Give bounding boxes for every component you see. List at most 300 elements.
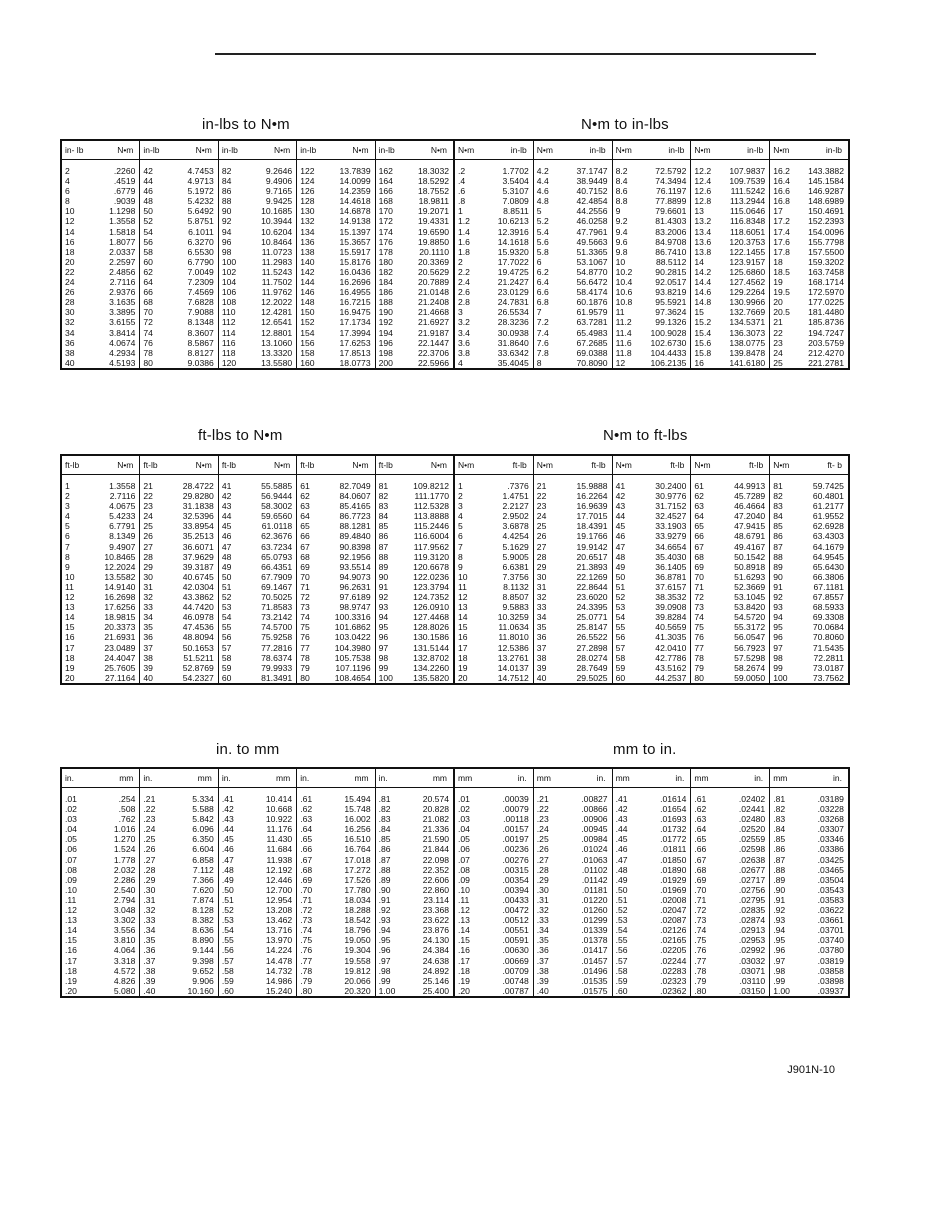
cell-converted-value: 45.7289 (734, 491, 766, 502)
table-row (376, 966, 453, 976)
cell-converted-value: 123.9157 (729, 256, 766, 267)
cell-converted-value: 24.384 (422, 945, 450, 956)
cell-converted-value: 44.2537 (655, 672, 687, 683)
cell-input-value: 84 (773, 511, 783, 522)
table-row (770, 511, 848, 521)
table-row (297, 794, 374, 804)
cell-converted-value: .03740 (817, 935, 844, 946)
cell-input-value: 11.2 (615, 317, 632, 328)
cell-converted-value: .01693 (660, 814, 687, 825)
table-row (455, 572, 533, 582)
table-row (770, 328, 848, 338)
cell-input-value: 3.2 (458, 317, 470, 328)
cell-input-value: 80 (143, 357, 153, 368)
cell-input-value: .29 (143, 874, 156, 885)
table-row (140, 338, 217, 348)
cell-converted-value: 17.3994 (339, 327, 371, 338)
table-row (219, 986, 296, 996)
cell-converted-value: 13.716 (265, 925, 293, 936)
table-row (691, 297, 769, 307)
table-rows (613, 788, 691, 996)
cell-converted-value: .03228 (817, 804, 844, 815)
cell-converted-value: 20.320 (344, 985, 371, 996)
cell-converted-value: 4.0675 (109, 501, 136, 512)
cell-converted-value: 42.7786 (655, 652, 687, 663)
cell-converted-value: 10.3259 (497, 612, 529, 623)
table-row (691, 673, 769, 683)
table-row (534, 632, 612, 642)
cell-converted-value: 106.2135 (650, 357, 687, 368)
cell-converted-value: 13.208 (265, 905, 293, 916)
cell-input-value: 5.8 (536, 246, 549, 257)
cell-input-value: 8.8 (615, 196, 628, 207)
table-column (139, 456, 217, 683)
cell-input-value: .36 (143, 945, 156, 956)
cell-converted-value: 28.4722 (182, 481, 214, 491)
table-column (139, 769, 217, 996)
cell-converted-value: 13.970 (265, 935, 293, 946)
table-row (297, 247, 374, 257)
table-row (219, 673, 296, 683)
table-row (613, 804, 691, 814)
cell-converted-value: .01969 (660, 884, 687, 895)
table-row (691, 227, 769, 237)
table-row (455, 186, 533, 196)
table-row (613, 895, 691, 905)
cell-input-value: 63 (300, 501, 310, 512)
cell-converted-value: 8.128 (192, 905, 214, 916)
table-row (770, 865, 848, 875)
table-row (376, 925, 453, 935)
cell-converted-value: 8.8511 (503, 206, 529, 217)
cell-input-value: .41 (615, 794, 628, 804)
table-row (613, 643, 691, 653)
header-label-from: in. (221, 773, 231, 783)
table-row (297, 277, 374, 287)
table-row (534, 622, 612, 632)
table-column (296, 141, 374, 368)
cell-converted-value: 61.9579 (576, 307, 608, 318)
cell-converted-value: 14.9140 (104, 581, 136, 592)
cell-input-value: 58 (221, 652, 232, 663)
cell-input-value: .37 (536, 955, 549, 966)
cell-input-value: 71 (694, 581, 704, 592)
table-row (62, 531, 139, 541)
table-row (140, 905, 217, 915)
cell-converted-value: 59.0050 (734, 672, 766, 683)
cell-converted-value: 115.0646 (729, 206, 766, 217)
table-row (455, 855, 533, 865)
table-row (534, 237, 612, 247)
table-row (219, 875, 296, 885)
header-label-from: N•m (458, 460, 475, 470)
cell-input-value: 128 (300, 196, 315, 207)
cell-input-value: 56 (143, 236, 153, 247)
table-row (691, 552, 769, 562)
cell-converted-value: 2.032 (113, 864, 136, 875)
table-row (691, 653, 769, 663)
cell-converted-value: 17.780 (344, 884, 371, 895)
mm-to-in-table (455, 767, 850, 998)
cell-converted-value: 98.9747 (339, 602, 371, 613)
cell-converted-value: 23.0489 (104, 642, 136, 653)
cell-converted-value: 7.4569 (187, 287, 214, 298)
cell-input-value: 11 (65, 581, 74, 592)
table-row (62, 966, 139, 976)
header-label-to: mm (354, 773, 369, 783)
table-row (691, 966, 769, 976)
cell-input-value: .84 (378, 824, 391, 835)
cell-converted-value: 25.400 (422, 985, 450, 996)
table-row (534, 542, 612, 552)
table-row (534, 338, 612, 348)
table-row (534, 844, 612, 854)
cell-converted-value: 81.3491 (261, 672, 293, 683)
table-row (297, 166, 374, 176)
table-row (297, 956, 374, 966)
cell-input-value: 76 (143, 337, 153, 348)
table-row (297, 501, 374, 511)
cell-input-value: .23 (536, 814, 549, 825)
cell-converted-value: 168.1714 (808, 277, 844, 288)
cell-input-value: .06 (458, 844, 470, 855)
table-row (770, 632, 848, 642)
table-row (376, 176, 453, 186)
header-label-to: N•m (195, 145, 212, 155)
cell-input-value: .68 (300, 864, 313, 875)
cell-input-value: .10 (458, 884, 470, 895)
cell-converted-value: 28.3236 (497, 317, 529, 328)
cell-converted-value: 15.8176 (339, 256, 371, 267)
table-row (455, 895, 533, 905)
cell-input-value: .36 (536, 945, 549, 956)
cell-input-value: .80 (694, 985, 707, 996)
table-row (297, 643, 374, 653)
table-row (376, 227, 453, 237)
cell-input-value: 96 (378, 632, 389, 643)
cell-input-value: 46 (615, 531, 626, 542)
cell-input-value: .34 (143, 925, 156, 936)
cell-converted-value: 71.5435 (812, 642, 844, 653)
table-row (376, 186, 453, 196)
cell-converted-value: 11.0723 (261, 246, 293, 257)
cell-input-value: 2 (65, 491, 70, 502)
table-row (770, 834, 848, 844)
table-row (297, 885, 374, 895)
header-label-to: N•m (430, 145, 448, 155)
table-row (219, 196, 296, 206)
table-row (140, 237, 217, 247)
cell-input-value: 78 (694, 652, 704, 663)
table-row (140, 945, 217, 955)
cell-input-value: .22 (536, 804, 549, 815)
cell-converted-value: 111.5242 (730, 186, 766, 197)
table-column (769, 141, 848, 368)
table-row (613, 592, 691, 602)
column-header (140, 456, 217, 475)
table-row (297, 562, 374, 572)
cell-input-value: 140 (300, 256, 315, 267)
cell-converted-value: .02835 (738, 905, 766, 916)
table-column (690, 141, 769, 368)
table-row (219, 247, 296, 257)
header-label-to: in. (754, 773, 764, 783)
table-row (376, 632, 453, 642)
cell-input-value: 132 (300, 216, 315, 227)
cell-converted-value: 27.2898 (576, 642, 608, 653)
table-row (297, 804, 374, 814)
cell-converted-value: 12.6541 (261, 317, 293, 328)
cell-input-value: .71 (300, 894, 313, 905)
cell-input-value: 28 (536, 551, 547, 562)
cell-converted-value: 58.2674 (734, 662, 766, 673)
table-row (691, 338, 769, 348)
cell-converted-value: 13.1060 (261, 337, 293, 348)
cell-input-value: 18.5 (773, 266, 790, 277)
cell-input-value: 14.2 (694, 266, 712, 277)
cell-input-value: 54 (221, 612, 232, 623)
table-row (613, 358, 691, 368)
cell-converted-value: 17.7015 (576, 511, 608, 522)
table-row (297, 186, 374, 196)
cell-converted-value: 152.2393 (808, 216, 844, 227)
table-row (376, 582, 453, 592)
cell-input-value: .96 (378, 945, 391, 956)
table-rows (376, 160, 453, 368)
header-label-to: ft- b (827, 460, 842, 470)
table-row (219, 885, 296, 895)
table-row (534, 814, 612, 824)
table-row (770, 956, 848, 966)
cell-input-value: 15.2 (694, 317, 712, 328)
cell-converted-value: 12.446 (265, 874, 293, 885)
cell-input-value: 91 (773, 581, 783, 592)
cell-input-value: 9.4 (615, 226, 628, 237)
cell-input-value: 93 (378, 602, 389, 613)
table-row (534, 865, 612, 875)
table-row (534, 257, 612, 267)
cell-input-value: 16.2 (773, 166, 790, 176)
cell-input-value: .78 (300, 965, 313, 976)
cell-input-value: .87 (378, 854, 391, 865)
cell-converted-value: 81.4303 (655, 216, 687, 227)
cell-converted-value: 128.8026 (413, 622, 450, 633)
cell-converted-value: 3.6878 (502, 521, 529, 532)
cell-input-value: 99 (378, 662, 389, 673)
table-row (140, 915, 217, 925)
table-row (691, 582, 769, 592)
cell-input-value: 44 (615, 511, 626, 522)
cell-converted-value: .01457 (581, 955, 608, 966)
cell-converted-value: 141.6180 (729, 357, 766, 368)
cell-converted-value: 20.7889 (417, 277, 450, 288)
cell-input-value: .10 (65, 884, 77, 895)
cell-converted-value: 18.9811 (418, 196, 450, 207)
cell-input-value: .79 (694, 975, 707, 986)
cell-input-value: 12.8 (694, 196, 712, 207)
cell-input-value: 174 (378, 226, 393, 237)
cell-converted-value: .03346 (817, 834, 844, 845)
cell-converted-value: 5.1629 (502, 541, 529, 552)
cell-input-value: 164 (378, 176, 393, 187)
cell-converted-value: 131.5144 (413, 642, 450, 653)
table-rows (62, 788, 139, 996)
cell-converted-value: 76.1197 (655, 186, 687, 197)
header-label-to: in. (517, 773, 527, 783)
cell-converted-value: 100.3316 (334, 612, 371, 623)
cell-input-value: 4.2 (536, 166, 549, 176)
cell-converted-value: .03780 (817, 945, 844, 956)
table-row (770, 855, 848, 865)
table-row (613, 562, 691, 572)
cell-input-value: 15 (458, 622, 468, 633)
cell-converted-value: .02913 (738, 925, 766, 936)
table-row (219, 267, 296, 277)
table-row (534, 905, 612, 915)
table-row (613, 328, 691, 338)
table-row (140, 834, 217, 844)
cell-input-value: 8.6 (615, 186, 628, 197)
header-label-from: in. (378, 773, 388, 783)
cell-converted-value: 67.1181 (813, 581, 844, 592)
cell-converted-value: 16.9639 (576, 501, 608, 512)
cell-converted-value: 11.176 (266, 824, 293, 835)
cell-converted-value: 53.1067 (576, 256, 608, 267)
cell-converted-value: 203.5759 (808, 337, 844, 348)
cell-converted-value: 221.2781 (808, 357, 844, 368)
cell-input-value: .93 (773, 915, 786, 926)
table-row (62, 915, 139, 925)
cell-input-value: 71 (300, 581, 310, 592)
table-row (219, 307, 296, 317)
table-row (140, 643, 217, 653)
cell-input-value: 14.4 (694, 277, 712, 288)
cell-converted-value: 22.606 (422, 874, 450, 885)
cell-converted-value: 177.0225 (808, 297, 844, 308)
table-row (62, 237, 139, 247)
table-row (376, 794, 453, 804)
cell-input-value: .63 (300, 814, 313, 825)
column-header (376, 141, 453, 160)
table-row (219, 865, 296, 875)
cell-converted-value: 61.2177 (812, 501, 844, 512)
cell-input-value: 18 (458, 652, 468, 663)
cell-input-value: 24 (773, 347, 783, 358)
cell-input-value: .38 (536, 965, 549, 976)
cell-input-value: 184 (378, 277, 393, 288)
cell-converted-value: .00433 (502, 894, 529, 905)
table-row (613, 247, 691, 257)
cell-converted-value: 18.9815 (104, 612, 136, 623)
table-row (376, 287, 453, 297)
table-row (140, 196, 217, 206)
cell-converted-value: 18.034 (344, 894, 371, 905)
table-row (455, 824, 533, 834)
table-row (691, 481, 769, 491)
cell-converted-value: .01929 (660, 874, 687, 885)
table-row (376, 824, 453, 834)
cell-converted-value: 24.638 (422, 955, 450, 966)
cell-input-value: 98 (773, 652, 783, 663)
table-rows (140, 475, 217, 683)
cell-converted-value: 148.6989 (808, 196, 844, 207)
cell-converted-value: .02638 (738, 854, 766, 865)
cell-converted-value: 43.5162 (655, 662, 687, 673)
cell-input-value: 190 (378, 307, 393, 318)
cell-converted-value: 7.366 (192, 874, 214, 885)
cell-converted-value: 78.6374 (261, 652, 293, 663)
table-row (297, 481, 374, 491)
table-rows (219, 788, 296, 996)
cell-input-value: 21 (773, 317, 783, 328)
table-row (219, 521, 296, 531)
cell-converted-value: 7.9088 (187, 307, 214, 318)
cell-converted-value: 19.558 (344, 955, 371, 966)
table-row (219, 602, 296, 612)
cell-converted-value: 20.5629 (417, 266, 450, 277)
table-row (534, 176, 612, 186)
cell-converted-value: 55.5885 (261, 481, 293, 491)
cell-input-value: .44 (221, 824, 234, 835)
table-row (62, 945, 139, 955)
table-row (613, 348, 691, 358)
cell-converted-value: 14.732 (265, 965, 293, 976)
cell-input-value: 180 (378, 256, 393, 267)
cell-converted-value: 37.1747 (576, 166, 608, 176)
cell-converted-value: 54.8770 (576, 266, 608, 277)
cell-input-value: 16 (694, 357, 704, 368)
cell-input-value: 186 (378, 287, 393, 298)
cell-input-value: .39 (143, 975, 156, 986)
table-rows (455, 160, 533, 368)
cell-converted-value: 11.938 (266, 854, 293, 865)
cell-input-value: .14 (458, 925, 470, 936)
cell-converted-value: 42.0410 (655, 642, 687, 653)
cell-input-value: .91 (378, 894, 391, 905)
cell-converted-value: 120.6678 (413, 561, 450, 572)
cell-input-value: 138 (300, 246, 315, 257)
cell-converted-value: 139.8478 (729, 347, 766, 358)
cell-input-value: 40 (536, 672, 547, 683)
table-row (770, 663, 848, 673)
cell-converted-value: .02598 (738, 844, 766, 855)
cell-converted-value: 15.748 (344, 804, 371, 815)
cell-input-value: .32 (143, 905, 156, 916)
cell-converted-value: 13.5582 (104, 571, 136, 582)
cell-input-value: 5.6 (536, 236, 549, 247)
table-row (691, 186, 769, 196)
cell-input-value: 5 (536, 206, 542, 217)
table-row (534, 328, 612, 338)
cell-input-value: .02 (65, 804, 77, 815)
cell-converted-value: 67.7909 (261, 571, 293, 582)
table-section (60, 454, 850, 685)
table-row (534, 572, 612, 582)
table-row (613, 875, 691, 885)
cell-converted-value: 3.048 (113, 905, 136, 916)
cell-input-value: .77 (694, 955, 707, 966)
cell-input-value: .04 (65, 824, 77, 835)
table-row (534, 612, 612, 622)
cell-input-value: .19 (458, 975, 470, 986)
cell-converted-value: .00551 (502, 925, 529, 936)
cell-converted-value: .9039 (113, 196, 136, 207)
table-row (376, 562, 453, 572)
cell-converted-value: 50.1653 (182, 642, 214, 653)
cell-converted-value: 60.1876 (576, 297, 608, 308)
cell-input-value: 4 (458, 357, 463, 368)
table-row (613, 481, 691, 491)
